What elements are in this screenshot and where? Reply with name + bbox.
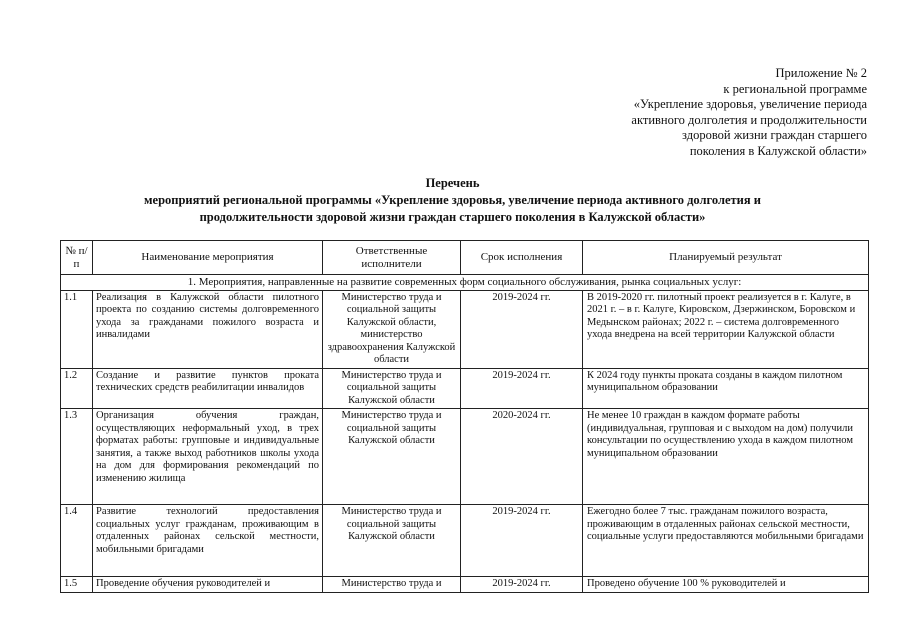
table-row (61, 409, 869, 505)
cell-result: К 2024 году пункты проката созданы в каждом пилотном муниципальном образовании (583, 368, 869, 409)
cell-term: 2019-2024 гг. (461, 290, 583, 368)
appendix-line: здоровой жизни граждан старшего (682, 128, 867, 142)
cell-term: 2019-2024 гг. (461, 368, 583, 409)
heading-subtitle-line1: мероприятий региональной программы «Укрепление здоровья, увеличение периода активного долголетия и (144, 193, 761, 207)
cell-term: 2020-2024 гг. (461, 409, 583, 505)
cell-number: 1.3 (61, 409, 93, 505)
cell-name: Развитие технологий предоставления социальных услуг гражданам, проживающим в отдаленных районах сельской местности, мобильными бригадами (93, 505, 323, 577)
cell-number: 1.5 (61, 577, 93, 593)
heading-subtitle-line2: продолжительности здоровой жизни граждан старшего поколения в Калужской области» (199, 210, 706, 224)
cell-responsible: Министерство труда и социальной защиты Калужской области (323, 409, 461, 505)
header-name: Наименование мероприятия (93, 241, 323, 275)
document-heading (0, 175, 905, 226)
cell-name: Организация обучения граждан, осуществляющих неформальный уход, в трех форматах работы: групповые и индивидуальные занятия, а также выход работников школы ухода на дом для формирования рекомендаций по изменению жилища (93, 409, 323, 505)
cell-responsible: Министерство труда и социальной защиты Калужской области (323, 368, 461, 409)
appendix-line: Приложение № 2 (775, 66, 867, 80)
cell-responsible: Министерство труда и социальной защиты Калужской области, министерство здравоохранения Калужской области (323, 290, 461, 368)
table-row (61, 577, 869, 593)
appendix-line: «Укрепление здоровья, увеличение периода (633, 97, 867, 111)
cell-term: 2019-2024 гг. (461, 577, 583, 593)
heading-title: Перечень (425, 176, 480, 190)
cell-responsible: Министерство труда и социальной защиты Калужской области (323, 505, 461, 577)
cell-term: 2019-2024 гг. (461, 505, 583, 577)
header-number: № п/п (61, 241, 93, 275)
cell-result: Проведено обучение 100 % руководителей и (583, 577, 869, 593)
header-responsible: Ответственные исполнители (323, 241, 461, 275)
appendix-line: к региональной программе (723, 81, 867, 96)
table-row (61, 505, 869, 577)
section-title: 1. Мероприятия, направленные на развитие современных форм социального обслуживания, рынка социальных услуг: (61, 275, 869, 291)
cell-result: Не менее 10 граждан в каждом формате работы (индивидуальная, групповая и с выходом на дом) получили консультации по осуществлению ухода в каждом пилотном муниципальном образовании (583, 409, 869, 505)
cell-number: 1.2 (61, 368, 93, 409)
table-row (61, 368, 869, 409)
cell-name: Реализация в Калужской области пилотного проекта по созданию системы долговременного ухода за гражданами пожилого возраста и инвалидами (93, 290, 323, 368)
cell-name: Создание и развитие пунктов проката технических средств реабилитации инвалидов (93, 368, 323, 409)
section-row (61, 275, 869, 291)
header-result: Планируемый результат (583, 241, 869, 275)
cell-result: Ежегодно более 7 тыс. гражданам пожилого возраста, проживающим в отдаленных районах сельской местности, социальные услуги предоставляются мобильными бригадами (583, 505, 869, 577)
appendix-line: поколения в Калужской области» (689, 143, 867, 158)
measures-table (60, 240, 869, 593)
cell-name: Проведение обучения руководителей и (93, 577, 323, 593)
table-header-row (61, 241, 869, 275)
cell-responsible: Министерство труда и (323, 577, 461, 593)
cell-number: 1.1 (61, 290, 93, 368)
header-term: Срок исполнения (461, 241, 583, 275)
cell-result: В 2019-2020 гг. пилотный проект реализуется в г. Калуге, в 2021 г. – в г. Калуге, Кировском, Дзержинском, Боровском и Медынском районах; 2022 г. – система долговременного ухода внедрена на всей территории Калужской области (583, 290, 869, 368)
cell-number: 1.4 (61, 505, 93, 577)
table-row (61, 290, 869, 368)
appendix-block (631, 66, 867, 159)
appendix-line: активного долголетия и продолжительности (631, 112, 867, 127)
